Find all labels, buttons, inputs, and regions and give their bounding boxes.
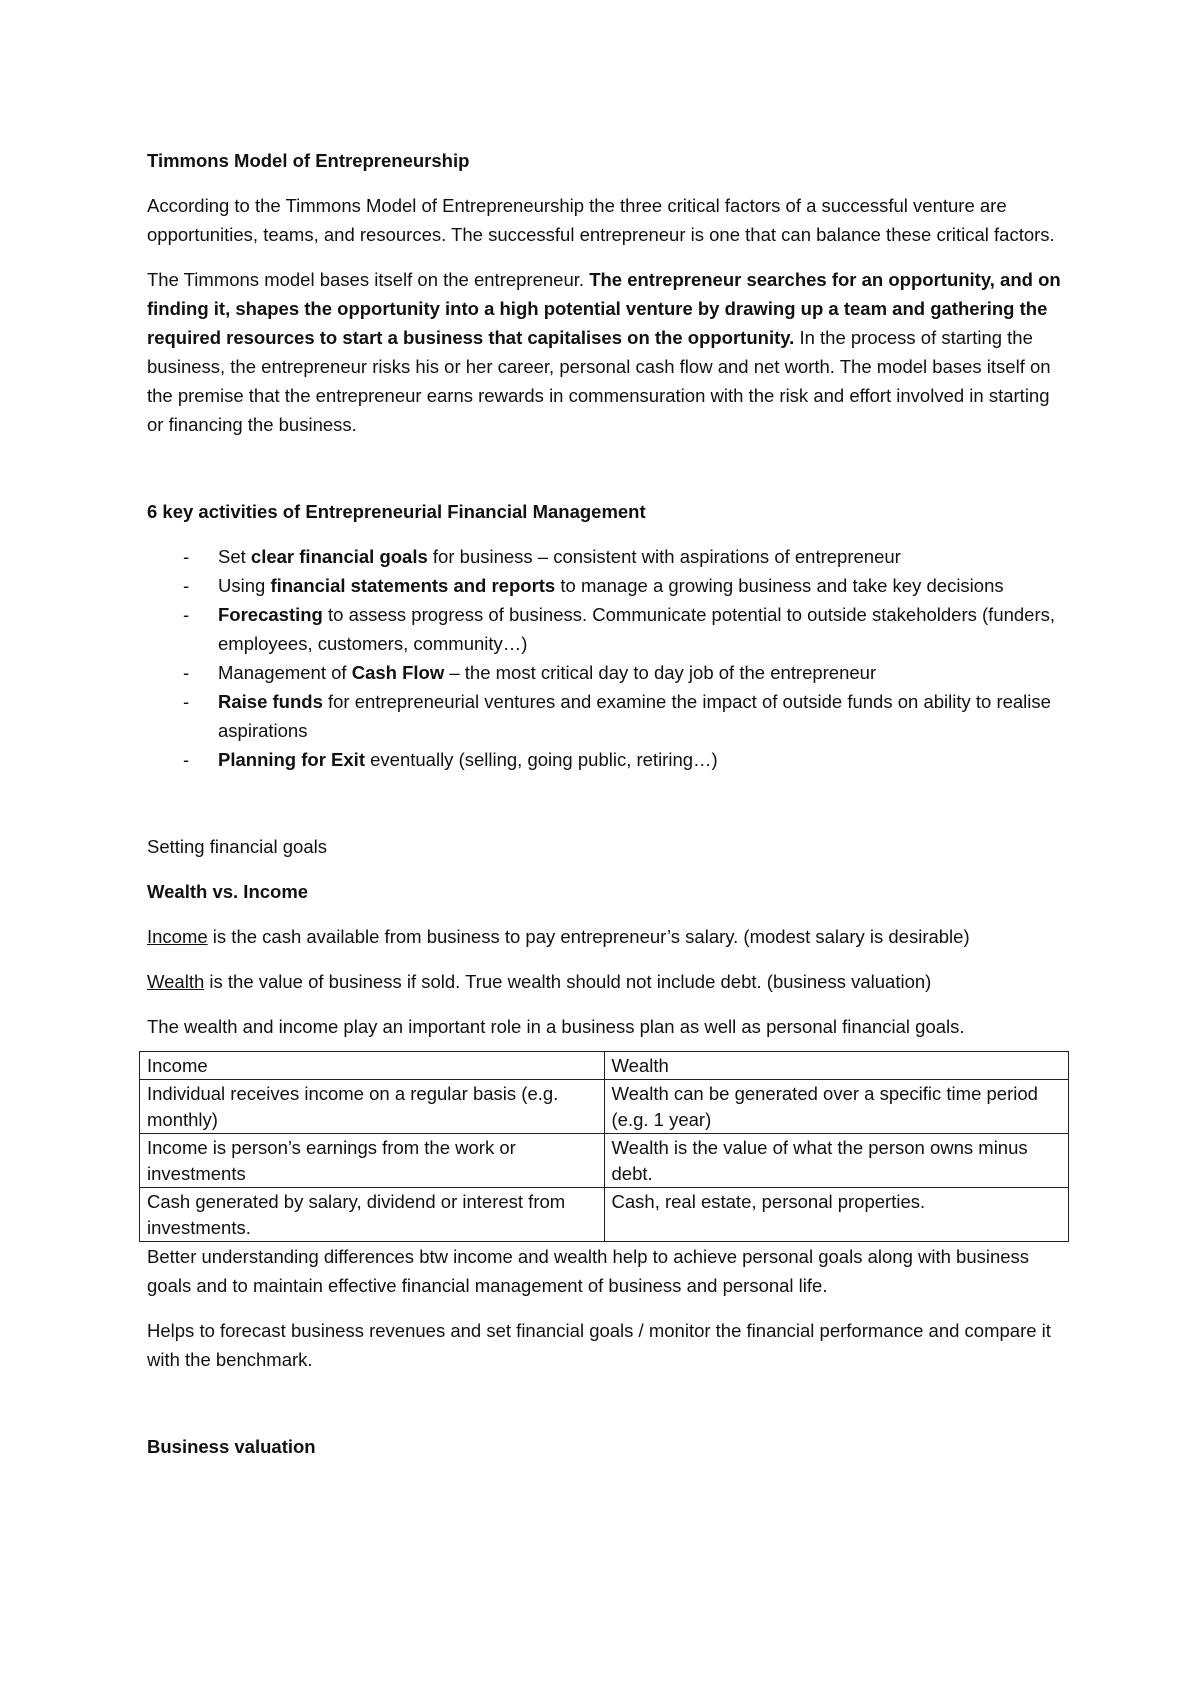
table-cell: Wealth can be generated over a specific time period (e.g. 1 year) [604, 1080, 1069, 1134]
timmons-paragraph-2: The Timmons model bases itself on the entrepreneur. The entrepreneur searches for an opportunity, and on finding it, shapes the opportunity into a high potential venture by drawing up a team and gathering the required resources to start a business that capitalises on the opportunity. In the process of starting the business, the entrepreneur risks his or her career, personal cash flow and net worth. The model bases itself on the premise that the entrepreneur earns rewards in commensuration with the risk and effort involved in starting or financing the business. [147, 269, 1061, 435]
list-item: - Raise funds for entrepreneurial ventures and examine the impact of outside funds on ability to realise aspirations [183, 691, 1051, 741]
table-header-cell: Wealth [604, 1052, 1069, 1080]
table-row [140, 1080, 1069, 1134]
setting-goals-heading: Setting financial goals [147, 836, 327, 857]
list-item: - Planning for Exit eventually (selling, going public, retiring…) [183, 749, 718, 770]
table-header-row [140, 1052, 1069, 1080]
after-table-paragraph: Better understanding differences btw income and wealth help to achieve personal goals along with business goals and to maintain effective financial management of business and personal life. [147, 1246, 1030, 1296]
key-activities-list [147, 542, 1067, 774]
table-cell: Wealth is the value of what the person owns minus debt. [604, 1134, 1069, 1188]
section-title-business-valuation: Business valuation [147, 1436, 316, 1457]
income-wealth-table [139, 1051, 1069, 1242]
list-item: - Using financial statements and reports to manage a growing business and take key decisions [183, 575, 1004, 596]
list-item: - Forecasting to assess progress of business. Communicate potential to outside stakeholders (funders, employees, customers, community…) [183, 604, 1056, 654]
table-cell: Income is person’s earnings from the work or investments [140, 1134, 605, 1188]
forecast-paragraph: Helps to forecast business revenues and set financial goals / monitor the financial performance and compare it with the benchmark. [147, 1320, 1051, 1370]
income-definition: Income is the cash available from business to pay entrepreneur’s salary. (modest salary is desirable) [147, 926, 970, 947]
timmons-paragraph-1: According to the Timmons Model of Entrepreneurship the three critical factors of a successful venture are opportunities, teams, and resources. The successful entrepreneur is one that can balance these critical factors. [147, 195, 1055, 245]
table-row [140, 1134, 1069, 1188]
section-title-timmons: Timmons Model of Entrepreneurship [147, 150, 470, 171]
document-page [147, 146, 1067, 1461]
wealth-definition: Wealth is the value of business if sold. True wealth should not include debt. (business valuation) [147, 971, 932, 992]
list-item: - Set clear financial goals for business – consistent with aspirations of entrepreneur [183, 546, 901, 567]
table-header-cell: Income [140, 1052, 605, 1080]
list-item: - Management of Cash Flow – the most critical day to day job of the entrepreneur [183, 662, 877, 683]
table-cell: Individual receives income on a regular basis (e.g. monthly) [140, 1080, 605, 1134]
role-paragraph: The wealth and income play an important role in a business plan as well as personal financial goals. [147, 1016, 965, 1037]
section-title-key-activities: 6 key activities of Entrepreneurial Financial Management [147, 501, 646, 522]
wealth-vs-income-heading: Wealth vs. Income [147, 881, 309, 902]
table-cell: Cash, real estate, personal properties. [604, 1188, 1069, 1242]
table-cell: Cash generated by salary, dividend or interest from investments. [140, 1188, 605, 1242]
table-row [140, 1188, 1069, 1242]
